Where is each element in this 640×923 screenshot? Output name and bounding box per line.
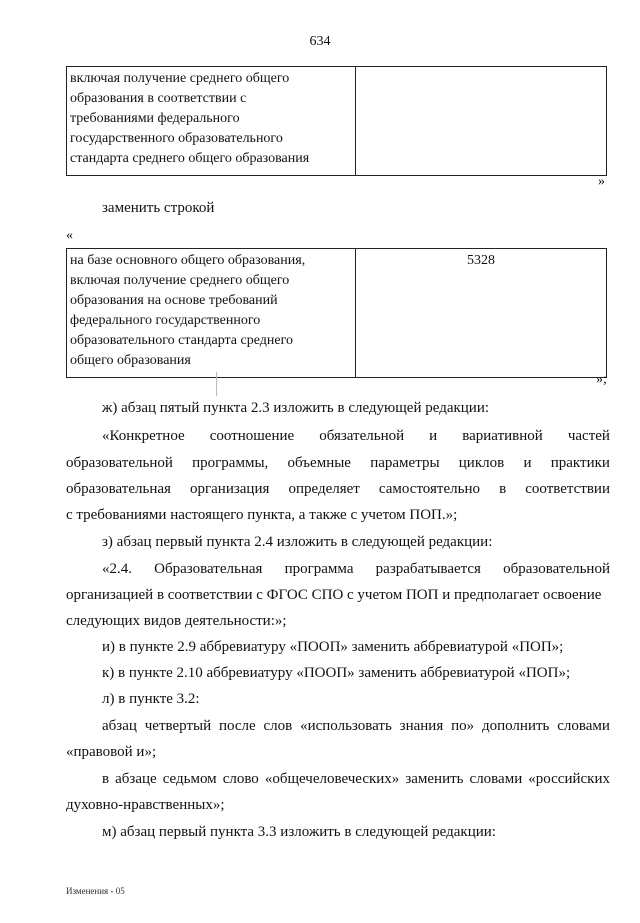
- word: программа: [284, 561, 354, 577]
- word: абзац: [102, 718, 137, 734]
- word: обязательной: [319, 428, 405, 444]
- word: программы,: [192, 455, 269, 471]
- table-cell-description: [67, 67, 356, 176]
- word: образовательной: [503, 561, 610, 577]
- word: заменить: [405, 771, 464, 787]
- word: дополнить: [481, 718, 550, 734]
- cell-line: государственного образовательного: [70, 131, 283, 146]
- word: четвертый: [144, 718, 212, 734]
- quote-line: [66, 479, 610, 499]
- cell-line: федерального государственного: [70, 313, 261, 328]
- table-row-new: [66, 248, 607, 378]
- cell-line: образования на основе требований: [70, 293, 278, 308]
- word: вариативной: [462, 428, 543, 444]
- paragraph-zh: ж) абзац пятый пункта 2.3 изложить в следующей редакции:: [102, 400, 490, 416]
- word: Образовательная: [154, 561, 263, 577]
- word: соотношение: [209, 428, 295, 444]
- quote-line: с требованиями настоящего пункта, а также с учетом ПОП.»;: [66, 507, 458, 523]
- quote-line: [102, 559, 610, 579]
- paragraph-l: л) в пункте 3.2:: [102, 691, 200, 707]
- word: в: [499, 481, 507, 497]
- word: параметры: [370, 455, 440, 471]
- word: слово: [222, 771, 259, 787]
- paragraph-line: «правовой и»;: [66, 744, 157, 760]
- word: «общечеловеческих»: [264, 771, 400, 787]
- quote-line: организацией в соответствии с ФГОС СПО с учетом ПОП и предполагает освоение: [66, 587, 602, 603]
- word: словами: [557, 718, 610, 734]
- table-cell-value: 5328: [356, 249, 607, 378]
- word: образовательная: [66, 481, 171, 497]
- cell-line: общего образования: [70, 353, 191, 368]
- word: образовательной: [66, 455, 173, 471]
- close-quote: »;: [596, 372, 607, 387]
- paragraph-line: [102, 716, 610, 736]
- word: по»: [451, 718, 475, 734]
- word: и: [523, 455, 532, 471]
- word: практики: [550, 455, 610, 471]
- paragraph-z: з) абзац первый пункта 2.4 изложить в следующей редакции:: [102, 534, 493, 550]
- word: частей: [567, 428, 610, 444]
- word: «Конкретное: [102, 428, 185, 444]
- page-number: 634: [309, 34, 331, 49]
- word: в: [102, 771, 110, 787]
- word: определяет: [288, 481, 360, 497]
- table-cell-description: [67, 249, 356, 378]
- cell-line: образования в соответствии с: [70, 91, 247, 106]
- quote-line: следующих видов деятельности:»;: [66, 613, 287, 629]
- table-cell-value: [356, 67, 607, 176]
- cell-line: включая получение среднего общего: [70, 71, 290, 86]
- word: организация: [189, 481, 270, 497]
- word: после: [218, 718, 256, 734]
- word: слов: [263, 718, 293, 734]
- quote-line: [66, 453, 610, 473]
- cell-line: включая получение среднего общего: [70, 273, 290, 288]
- footer-note: Изменения - 05: [66, 886, 125, 896]
- word: объемные: [287, 455, 351, 471]
- paragraph-i: и) в пункте 2.9 аббревиатуру «ПООП» заменить аббревиатурой «ПОП»;: [102, 639, 564, 655]
- scan-mark: [216, 372, 217, 396]
- quote-line: [102, 426, 610, 446]
- word: «2.4.: [102, 561, 132, 577]
- word: и: [429, 428, 438, 444]
- table-row-old: [66, 66, 607, 176]
- paragraph-m: м) абзац первый пункта 3.3 изложить в следующей редакции:: [102, 824, 496, 840]
- cell-line: на базе основного общего образования,: [70, 253, 306, 268]
- cell-line: требованиями федерального: [70, 111, 240, 126]
- replace-instruction: заменить строкой: [102, 200, 215, 216]
- word: соответствии: [525, 481, 610, 497]
- cell-line: стандарта среднего общего образования: [70, 151, 310, 166]
- close-quote: »: [598, 174, 605, 189]
- cell-line: образовательного стандарта среднего: [70, 333, 293, 348]
- word: самостоятельно: [378, 481, 480, 497]
- open-quote: «: [66, 228, 73, 243]
- word: «российских: [528, 771, 610, 787]
- paragraph-line: духовно-нравственных»;: [66, 797, 225, 813]
- word: абзаце: [115, 771, 157, 787]
- word: циклов: [458, 455, 505, 471]
- word: знания: [399, 718, 444, 734]
- word: седьмом: [162, 771, 217, 787]
- paragraph-k: к) в пункте 2.10 аббревиатуру «ПООП» заменить аббревиатурой «ПОП»;: [102, 665, 571, 681]
- word: «использовать: [300, 718, 392, 734]
- paragraph-line: [102, 769, 610, 789]
- word: словами: [469, 771, 523, 787]
- word: разрабатывается: [375, 561, 481, 577]
